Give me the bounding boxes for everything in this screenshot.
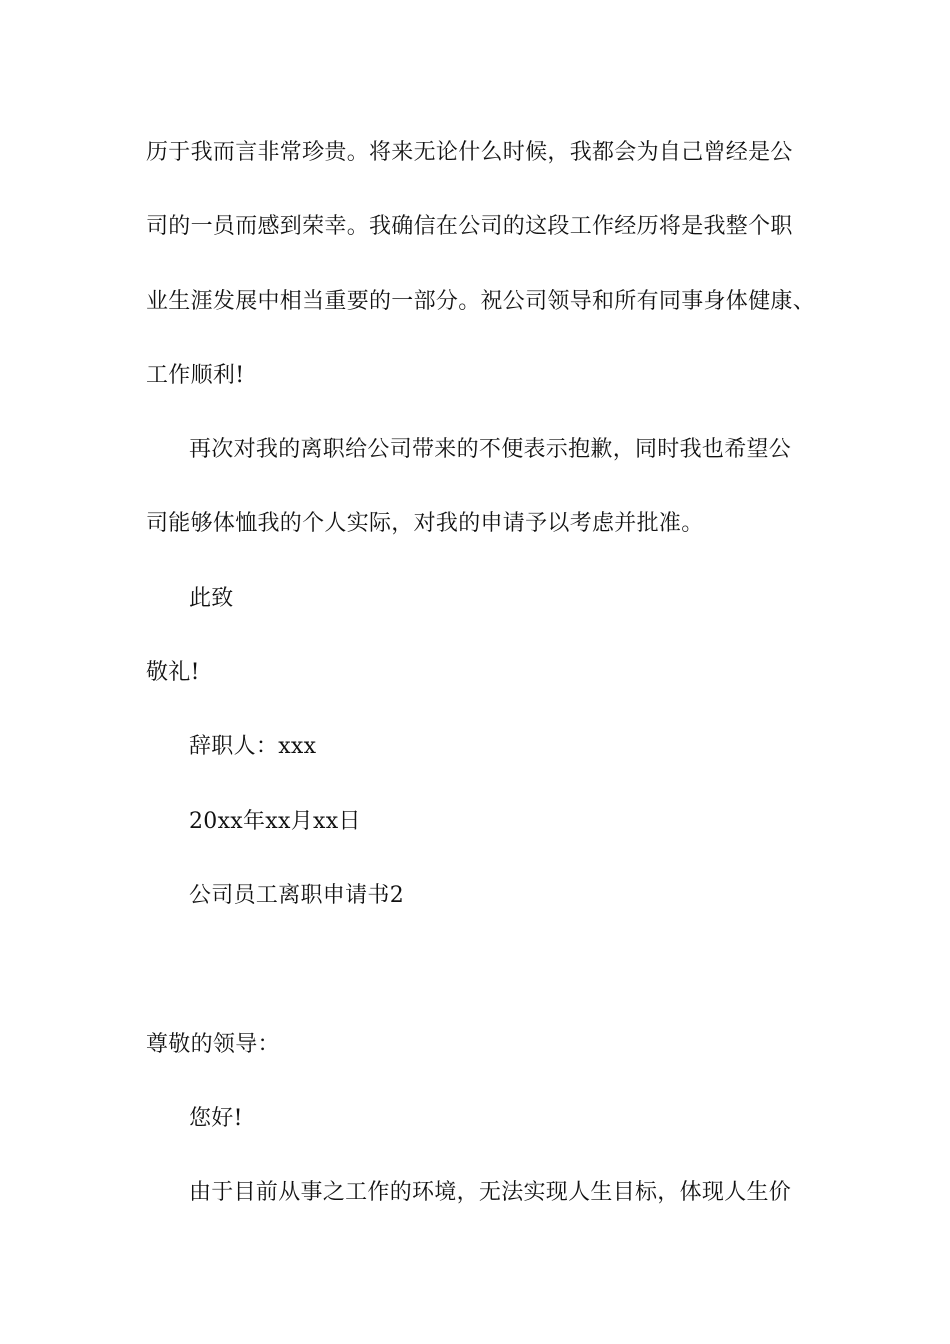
paragraph-line: 历于我而言非常珍贵。将来无论什么时候，我都会为自己曾经是公 (146, 140, 793, 165)
signature-date: 20xx年xx月xx日 (189, 809, 361, 834)
paragraph-line: 工作顺利! (146, 363, 245, 388)
closing-salutation: 此致 (189, 586, 234, 611)
paragraph-line: 业生涯发展中相当重要的一部分。祝公司领导和所有同事身体健康、 (146, 289, 816, 314)
paragraph-line: 司能够体恤我的个人实际，对我的申请予以考虑并批准。 (146, 511, 704, 536)
section-title: 公司员工离职申请书2 (189, 883, 404, 908)
paragraph-line: 再次对我的离职给公司带来的不便表示抱歉，同时我也希望公 (189, 437, 792, 462)
paragraph-line: 司的一员而感到荣幸。我确信在公司的这段工作经历将是我整个职 (146, 214, 793, 239)
greeting-hello: 您好! (189, 1106, 243, 1131)
signature-name: 辞职人：xxx (189, 734, 317, 759)
paragraph-line: 由于目前从事之工作的环境，无法实现人生目标，体现人生价 (189, 1180, 792, 1205)
greeting: 尊敬的领导： (146, 1032, 280, 1057)
closing-regards: 敬礼! (146, 660, 200, 685)
